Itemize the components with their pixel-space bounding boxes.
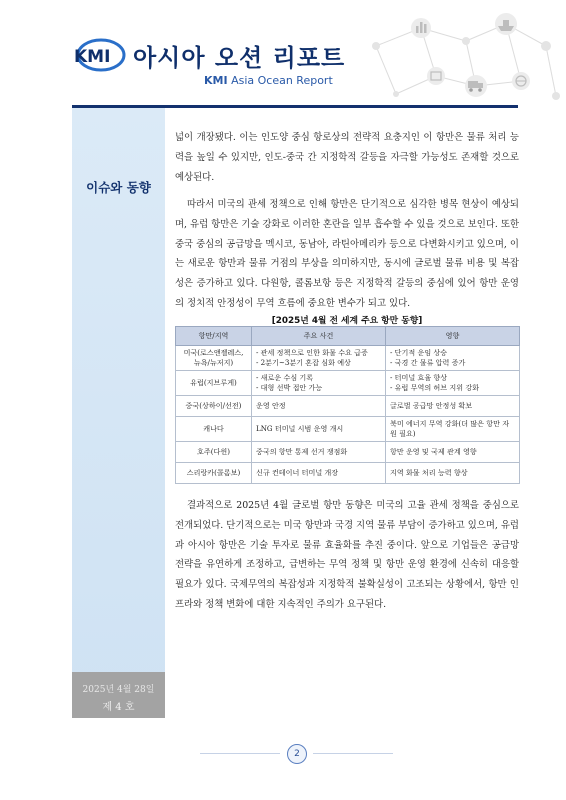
table-cell-region: 스리랑카(콜롬보) — [176, 463, 252, 484]
table-row — [176, 442, 520, 463]
globe-icon — [512, 72, 530, 90]
sidebar — [72, 108, 165, 718]
table-cell-impact: 글로벌 공급망 안정성 확보 — [386, 396, 520, 417]
kmi-logo-text: KMI — [74, 47, 111, 67]
table-header-cell: 주요 사건 — [252, 327, 386, 346]
paragraph-3: 결과적으로 2025년 4월 글로벌 항만 동향은 미국의 고율 관세 정책을 중심으로 전개되었다. 단기적으로는 미국 항만과 국경 지역 물류 부담이 증가하고 있으며, 유럽과 아시아 항만은 기술 투자로 물류 효율화를 추진 중이다. 앞으로 기업들은 공급망 전략을 유연하게 조정하고, 급변하는 무역 정책 및 항만 운영 환경에 신속히 대응할 필요가 있다. 국제무역의 복잡성과 지정학적 불확실성이 고조되는 상황에서, 항만 인프라와 정책 변화에 대한 지속적인 주의가 요구된다. — [175, 500, 519, 610]
issue-date: 2025년 4월 28일 — [82, 685, 155, 695]
table-cell-region: 미국(로스앤젤레스, 뉴욕/뉴저지) — [176, 346, 252, 371]
table-row — [176, 346, 520, 371]
table-header-cell: 항만/지역 — [176, 327, 252, 346]
table-cell-impact: - 터미널 효율 향상 - 유럽 무역의 허브 지위 강화 — [386, 371, 520, 396]
issue-info — [72, 672, 165, 718]
page-number: 2 — [287, 744, 307, 764]
table-row — [176, 417, 520, 442]
table-cell-event: LNG 터미널 시범 운영 개시 — [252, 417, 386, 442]
paragraph-2: 따라서 미국의 관세 정책으로 인해 항만은 단기적으로 심각한 병목 현상이 예상되며, 유럽 항만은 기술 강화로 이러한 혼란을 일부 흡수할 수 있을 것으로 보인다. 또한 중국 중심의 공급망을 멕시코, 동남아, 라틴아메리카 등으로 다변화시키고 있으며, 이는 새로운 항만과 물류 거점의 부상을 의미하지만, 동시에 글로벌 물류 비용 및 복잡성은 증가하고 있다. 다원항, 콜롬보항 등은 지정학적 갈등의 중심에 있어 항만 운영의 정치적 안정성이 무역 흐름에 중요한 변수가 되고 있다. — [175, 199, 519, 309]
table-cell-impact: 지역 화물 처리 능력 향상 — [386, 463, 520, 484]
report-header — [0, 0, 566, 118]
port-trends-table — [175, 326, 520, 484]
paragraph-1: 넓이 개장됐다. 이는 인도양 중심 항로상의 전략적 요충지인 이 항만은 물류 처리 능력을 높일 수 있지만, 인도-중국 간 지정학적 갈등을 자극할 가능성도 존재할 것으로 예상된다. — [175, 132, 519, 183]
ship-icon — [495, 13, 517, 35]
table-row — [176, 463, 520, 484]
table-header-row — [176, 327, 520, 346]
table-cell-impact: - 단기적 운임 상승 - 국경 간 물류 압력 증가 — [386, 346, 520, 371]
table-row — [176, 371, 520, 396]
table-cell-impact: 항만 운영 및 국제 관계 영향 — [386, 442, 520, 463]
table-cell-region: 중국(상하이/선전) — [176, 396, 252, 417]
subtitle-kmi: KMI — [204, 74, 228, 87]
issue-number: 제 4 호 — [102, 702, 135, 713]
table-cell-region: 캐나다 — [176, 417, 252, 442]
table-cell-region: 유럽(지브루게) — [176, 371, 252, 396]
footer-divider-right — [313, 753, 393, 754]
table-header-cell: 영향 — [386, 327, 520, 346]
table-cell-event: 신규 컨테이너 터미널 개장 — [252, 463, 386, 484]
report-subtitle — [204, 74, 333, 87]
table-cell-event: 운영 안정 — [252, 396, 386, 417]
table-cell-impact: 북미 에너지 무역 강화(더 많은 항만 자원 필요) — [386, 417, 520, 442]
chart-icon — [411, 18, 431, 38]
truck-icon — [465, 75, 487, 97]
table-cell-event: 중국의 항만 통제 선거 쟁점화 — [252, 442, 386, 463]
table-cell-region: 호주(다윈) — [176, 442, 252, 463]
report-title: 아시아 오션 리포트 — [133, 44, 346, 72]
kmi-logo — [70, 38, 126, 72]
section-label: 이슈와 동향 — [86, 180, 151, 195]
table-cell-event: - 새로운 수심 기록 - 대형 선박 접안 가능 — [252, 371, 386, 396]
table-row — [176, 396, 520, 417]
container-icon — [427, 67, 445, 85]
table-title: [2025년 4월 전 세계 주요 항만 동향] — [271, 316, 423, 326]
subtitle-rest: Asia Ocean Report — [227, 74, 333, 87]
network-decoration — [356, 6, 566, 114]
footer-divider-left — [200, 753, 280, 754]
table-cell-event: - 관세 정책으로 인한 화물 수요 급증 - 2분기~3분기 혼잡 심화 예상 — [252, 346, 386, 371]
